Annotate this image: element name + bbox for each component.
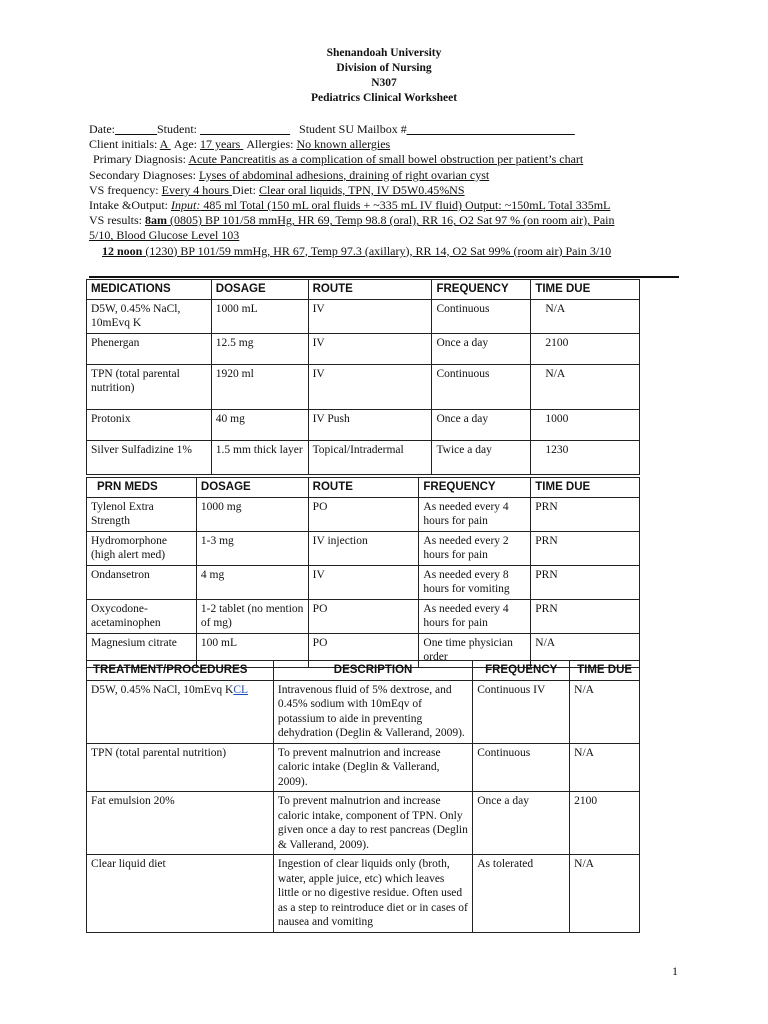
vs-results-values-cont: 5/10, Blood Glucose Level 103: [89, 228, 240, 243]
table-cell: Continuous: [432, 299, 531, 333]
table-cell: 12.5 mg: [211, 333, 308, 364]
column-header: ROUTE: [308, 478, 419, 498]
table-row: [87, 792, 640, 855]
table-cell: 1.5 mm thick layer: [211, 440, 308, 474]
table-cell: N/A: [570, 855, 640, 933]
table-cell: Topical/Intradermal: [308, 440, 432, 474]
table-row: [87, 599, 640, 633]
table-header-row: [87, 280, 640, 300]
table-cell: 1000 mL: [211, 299, 308, 333]
primary-diagnosis-line: [89, 152, 669, 167]
table-cell: 1000: [531, 409, 640, 440]
date-student-line: [89, 122, 669, 137]
table-cell: TPN (total parental nutrition): [87, 743, 274, 792]
table-cell: 2100: [531, 333, 640, 364]
column-header: DESCRIPTION: [273, 661, 472, 681]
table-cell: 40 mg: [211, 409, 308, 440]
column-header: TIME DUE: [531, 280, 640, 300]
table-cell: 2100: [570, 792, 640, 855]
intake-output-label: Intake &Output:: [89, 198, 171, 213]
table-cell: PRN: [531, 565, 640, 599]
age-value: 17 years: [200, 137, 244, 152]
medications-table: [86, 279, 640, 475]
table-row: [87, 565, 640, 599]
table-header-row: [87, 478, 640, 498]
table-cell: PO: [308, 633, 419, 667]
noon-label: 12 noon: [102, 243, 143, 258]
column-header: MEDICATIONS: [87, 280, 212, 300]
noon-values: (1230) BP 101/59 mmHg, HR 67, Temp 97.3 (axillary), RR 14, O2 Sat 99% (room air) Pain 3/10: [142, 243, 612, 258]
table-row: [87, 680, 640, 743]
table-cell: Ingestion of clear liquids only (broth, water, apple juice, etc) which leaves little or no digestive residue. Often used as a step to reintroduce diet or in cases of nausea and vomiting: [273, 855, 472, 933]
table-cell: 1-3 mg: [196, 531, 308, 565]
table-cell: Silver Sulfadizine 1%: [87, 440, 212, 474]
vs-results-label: VS results:: [89, 213, 146, 228]
column-header: TIME DUE: [531, 478, 640, 498]
column-header: FREQUENCY: [473, 661, 570, 681]
column-header: DOSAGE: [196, 478, 308, 498]
table-cell: Magnesium citrate: [87, 633, 197, 667]
table-cell: Tylenol Extra Strength: [87, 497, 197, 531]
vs-frequency-label: VS frequency:: [89, 182, 162, 197]
column-header: FREQUENCY: [432, 280, 531, 300]
table-cell: TPN (total parental nutrition): [87, 364, 212, 409]
mailbox-label: Student SU Mailbox #: [299, 122, 407, 136]
secondary-label: Secondary Diagnoses:: [89, 167, 199, 182]
table-cell: To prevent malnutrion and increase caloric intake (Deglin & Vallerand, 2009).: [273, 743, 472, 792]
table-cell: As needed every 4 hours for pain: [419, 497, 531, 531]
table-cell: To prevent malnutrion and increase caloric intake, component of TPN. Only given once a day to rest pancreas (Deglin & Vallerand, 2009).: [273, 792, 472, 855]
table-row: [87, 299, 640, 333]
worksheet-title: Pediatrics Clinical Worksheet: [310, 92, 458, 104]
treatment-link[interactable]: CL: [233, 683, 249, 696]
client-line: [89, 137, 669, 152]
table-cell: N/A: [570, 680, 640, 743]
page-number: 1: [672, 964, 678, 978]
intake-output-line: [89, 198, 669, 213]
column-header: ROUTE: [308, 280, 432, 300]
table-cell: Once a day: [473, 792, 570, 855]
table-header-row: [87, 661, 640, 681]
mailbox-field[interactable]: ____________________________: [406, 122, 575, 136]
table-cell: [87, 680, 274, 743]
column-header: TREATMENT/PROCEDURES: [87, 661, 274, 681]
diet-value: Clear oral liquids, TPN, IV D5W0.45%NS: [258, 182, 465, 197]
table-cell: IV: [308, 565, 419, 599]
input-value: 485 ml Total (150 mL oral fluids + ~335 mL IV fluid): [200, 198, 463, 213]
table-row: [87, 440, 640, 474]
table-cell: IV: [308, 333, 432, 364]
table-row: [87, 409, 640, 440]
table-cell: PRN: [531, 531, 640, 565]
allergies-label: Allergies:: [246, 137, 297, 152]
table-cell: Clear liquid diet: [87, 855, 274, 933]
table-cell: D5W, 0.45% NaCl, 10mEvq K: [87, 299, 212, 333]
table-cell: As needed every 4 hours for pain: [419, 599, 531, 633]
vs-results-line: [89, 213, 669, 228]
table-cell: N/A: [531, 364, 640, 409]
vs-frequency-line: [89, 183, 669, 198]
treatment-name: D5W, 0.45% NaCl, 10mEvq K: [91, 683, 234, 696]
date-field[interactable]: _______: [115, 122, 157, 136]
table-cell: Once a day: [432, 409, 531, 440]
document-header: [0, 46, 768, 106]
table-cell: Hydromorphone (high alert med): [87, 531, 197, 565]
table-cell: N/A: [531, 299, 640, 333]
table-cell: IV: [308, 299, 432, 333]
table-cell: As needed every 8 hours for vomiting: [419, 565, 531, 599]
table-cell: N/A: [531, 633, 640, 667]
division-name: Division of Nursing: [336, 62, 432, 74]
table-cell: As tolerated: [473, 855, 570, 933]
table-cell: Continuous: [473, 743, 570, 792]
vs-results-values: (0805) BP 101/58 mmHg, HR 69, Temp 98.8 (oral), RR 16, O2 Sat 97 % (on room air), Pain: [167, 213, 615, 228]
secondary-value: Lyses of abdominal adhesions, draining of right ovarian cyst: [198, 167, 490, 182]
table-cell: Once a day: [432, 333, 531, 364]
column-header: DOSAGE: [211, 280, 308, 300]
table-cell: N/A: [570, 743, 640, 792]
output-label: Output:: [462, 198, 502, 213]
table-cell: Phenergan: [87, 333, 212, 364]
divider-line: [89, 276, 679, 278]
initials-label: Client initials:: [89, 137, 160, 152]
age-label: Age:: [173, 137, 201, 152]
primary-value: Acute Pancreatitis as a complication of small bowel obstruction per patient’s chart: [188, 152, 584, 167]
table-cell: As needed every 2 hours for pain: [419, 531, 531, 565]
column-header: PRN MEDS: [87, 478, 197, 498]
table-cell: Continuous: [432, 364, 531, 409]
prn-meds-table: [86, 477, 640, 668]
table-cell: Ondansetron: [87, 565, 197, 599]
table-row: [87, 497, 640, 531]
table-cell: PRN: [531, 599, 640, 633]
column-header: FREQUENCY: [419, 478, 531, 498]
output-value: ~150mL Total 335mL: [501, 198, 611, 213]
table-row: [87, 531, 640, 565]
table-row: [87, 743, 640, 792]
table-row: [87, 333, 640, 364]
table-cell: PO: [308, 599, 419, 633]
column-header: TIME DUE: [570, 661, 640, 681]
table-cell: Oxycodone-acetaminophen: [87, 599, 197, 633]
table-cell: Fat emulsion 20%: [87, 792, 274, 855]
student-label: Student:: [157, 122, 201, 136]
vs-frequency-value: Every 4 hours: [161, 182, 232, 197]
table-cell: IV injection: [308, 531, 419, 565]
primary-label: Primary Diagnosis:: [93, 152, 189, 167]
table-cell: 1000 mg: [196, 497, 308, 531]
table-cell: One time physician order: [419, 633, 531, 667]
university-name: Shenandoah University: [326, 47, 442, 59]
date-label: Date:: [89, 122, 115, 136]
initials-value: A: [159, 137, 171, 152]
noon-vitals-line: [89, 244, 669, 259]
table-cell: IV Push: [308, 409, 432, 440]
table-cell: PO: [308, 497, 419, 531]
table-cell: 1920 ml: [211, 364, 308, 409]
table-cell: Protonix: [87, 409, 212, 440]
table-cell: Continuous IV: [473, 680, 570, 743]
table-cell: Intravenous fluid of 5% dextrose, and 0.45% sodium with 10mEqv of potassium to aide in preventing dehydration (Deglin & Vallerand, 2009).: [273, 680, 472, 743]
vs-results-line-2: [89, 228, 669, 243]
table-cell: 4 mg: [196, 565, 308, 599]
diet-label: Diet:: [231, 182, 259, 197]
allergies-value: No known allergies: [296, 137, 391, 152]
course-code: N307: [371, 77, 397, 89]
treatments-table: [86, 660, 640, 933]
table-row: [87, 364, 640, 409]
table-cell: PRN: [531, 497, 640, 531]
vs-results-time: 8am: [145, 213, 168, 228]
table-cell: 100 mL: [196, 633, 308, 667]
table-row: [87, 855, 640, 933]
patient-info: [89, 122, 669, 259]
table-cell: 1-2 tablet (no mention of mg): [196, 599, 308, 633]
table-cell: IV: [308, 364, 432, 409]
table-cell: 1230: [531, 440, 640, 474]
input-label: Input:: [170, 198, 201, 213]
student-field[interactable]: _______________: [200, 122, 291, 136]
table-cell: Twice a day: [432, 440, 531, 474]
secondary-diagnosis-line: [89, 168, 669, 183]
